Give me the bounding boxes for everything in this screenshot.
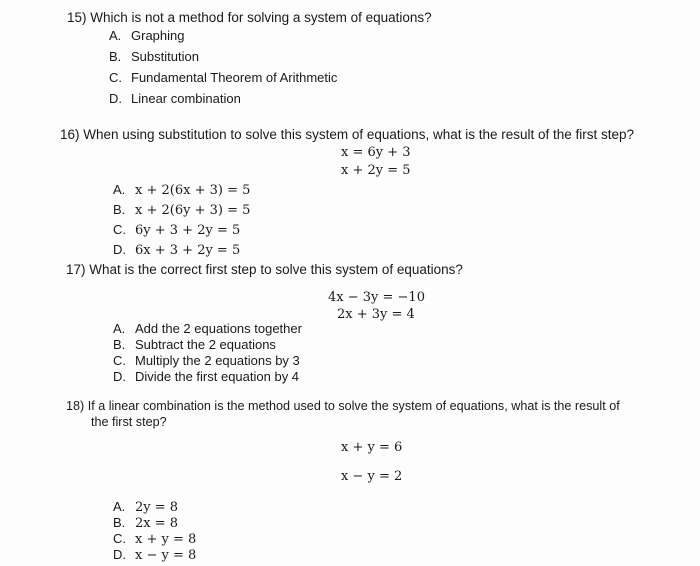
q18-equation-1: x + y = 6	[341, 440, 403, 455]
option-text: Linear combination	[131, 91, 241, 106]
q15-prompt: 15) Which is not a method for solving a system of equations?	[67, 10, 432, 25]
q16-equation-2: x + 2y = 5	[341, 163, 411, 178]
q17-equation-1: 4x − 3y = −10	[328, 290, 425, 305]
q18-option-c	[113, 531, 196, 547]
option-letter: A.	[113, 182, 126, 197]
q18-prompt-line-1: 18) If a linear combination is the method used to solve the system of equations, what is the result of	[66, 399, 620, 413]
option-text: x + 2(6x + 3) = 5	[135, 183, 251, 198]
q16-prompt: 16) When using substitution to solve this system of equations, what is the result of the first step?	[60, 127, 635, 142]
q17-option-d	[113, 369, 299, 384]
option-text: Divide the first equation by 4	[135, 369, 300, 384]
q17-option-a	[113, 321, 302, 336]
option-letter: A.	[113, 321, 126, 336]
q16-option-b	[113, 202, 250, 218]
q15-option-a	[109, 28, 184, 43]
option-text: Fundamental Theorem of Arithmetic	[131, 70, 338, 85]
q15-option-d	[109, 91, 241, 106]
option-letter: B.	[109, 49, 122, 64]
q16-equation-1: x = 6y + 3	[341, 145, 411, 160]
option-letter: D.	[113, 369, 126, 384]
q17-prompt: 17) What is the correct first step to solve this system of equations?	[66, 262, 463, 277]
option-text: 6x + 3 + 2y = 5	[135, 243, 241, 258]
q16-option-d	[113, 242, 240, 258]
option-text: 2y = 8	[135, 500, 179, 515]
option-letter: D.	[113, 547, 126, 562]
q18-equation-2: x − y = 2	[341, 469, 403, 484]
option-letter: A.	[113, 499, 126, 514]
option-text: x + y = 8	[135, 532, 197, 547]
option-text: Graphing	[131, 28, 185, 43]
option-text: Add the 2 equations together	[135, 321, 302, 336]
q18-prompt-line-2: the first step?	[91, 415, 167, 429]
option-text: 6y + 3 + 2y = 5	[135, 223, 241, 238]
q17-option-b	[113, 337, 276, 352]
option-letter: B.	[113, 202, 126, 217]
option-letter: C.	[113, 353, 126, 368]
option-letter: C.	[113, 531, 126, 546]
option-letter: A.	[109, 28, 122, 43]
option-text: x − y = 8	[135, 548, 197, 563]
option-letter: C.	[109, 70, 122, 85]
q15-option-b	[109, 49, 199, 64]
option-text: 2x = 8	[135, 516, 179, 531]
option-letter: C.	[113, 222, 126, 237]
q17-equation-2: 2x + 3y = 4	[337, 307, 415, 322]
q15-option-c	[109, 70, 337, 85]
q16-option-c	[113, 222, 240, 238]
option-letter: B.	[113, 337, 126, 352]
option-text: Subtract the 2 equations	[135, 337, 276, 352]
option-letter: B.	[113, 515, 126, 530]
q16-option-a	[113, 182, 250, 198]
option-text: x + 2(6y + 3) = 5	[135, 203, 251, 218]
option-letter: D.	[113, 242, 126, 257]
q18-option-a	[113, 499, 178, 515]
option-letter: D.	[109, 91, 122, 106]
q17-option-c	[113, 353, 300, 368]
option-text: Substitution	[131, 49, 199, 64]
q18-option-b	[113, 515, 178, 531]
q18-option-d	[113, 547, 196, 563]
option-text: Multiply the 2 equations by 3	[135, 353, 300, 368]
